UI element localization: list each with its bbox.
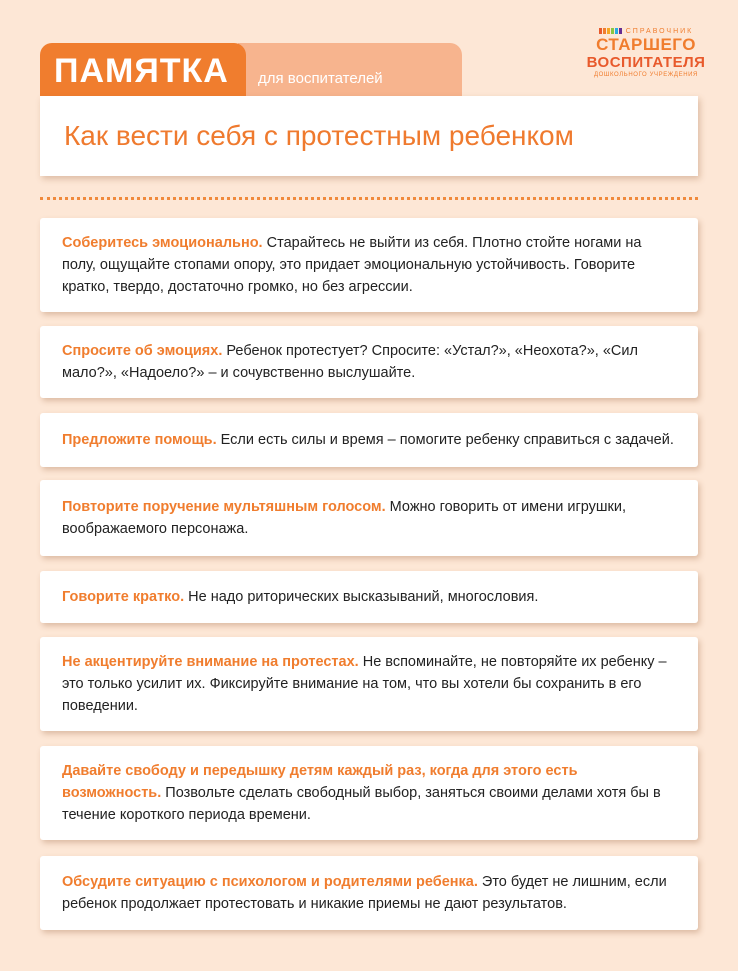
tip-body: Если есть силы и время – помогите ребенку справиться с задачей. [216,432,674,448]
tip-lead: Давайте свободу и передышку детям каждый раз, когда для этого есть возможность. [62,763,578,801]
tip-text [62,429,674,451]
header-tab-label: ПАМЯТКА [40,43,246,99]
publisher-logo [586,26,706,96]
tip-text [62,871,676,915]
header-subtitle: для воспитателей [238,43,462,99]
tip-text [62,496,676,540]
tip-lead: Обсудите ситуацию с психологом и родителями ребенка. [62,874,478,890]
tip-body: Не надо риторических высказываний, многословия. [184,589,539,605]
logo-top-text: СПРАВОЧНИК [625,27,694,35]
tip-lead: Соберитесь эмоционально. [62,235,263,251]
logo-line1: СТАРШЕГО [596,35,696,54]
tip-body: Это будет не лишним, если ребенок продолжает протестовать и никакие приемы не дают результатов. [62,874,667,912]
tip-lead: Повторите поручение мультяшным голосом. [62,499,386,515]
tip-card-5 [40,571,698,623]
dotted-divider [40,197,698,200]
tip-card-3 [40,413,698,467]
tip-card-8 [40,856,698,930]
tip-lead: Спросите об эмоциях. [62,343,223,359]
tip-body: Можно говорить от имени игрушки, воображаемого персонажа. [62,499,626,537]
tip-card-1 [40,218,698,312]
tip-lead: Предложите помощь. [62,432,217,448]
page-title: Как вести себя с протестным ребенком [40,96,698,176]
tip-card-4 [40,480,698,556]
tip-lead: Говорите кратко. [62,589,185,605]
tip-lead: Не акцентируйте внимание на протестах. [62,654,359,670]
tip-text [62,232,676,298]
tip-card-2 [40,326,698,398]
logo-line3: ДОШКОЛЬНОГО УЧРЕЖДЕНИЯ [594,72,698,78]
tip-text [62,760,676,826]
tip-text [62,340,676,384]
logo-line2: ВОСПИТАТЕЛЯ [586,54,706,71]
tip-card-7 [40,746,698,840]
tip-text [62,651,676,717]
tip-body: Не вспоминайте, не повторяйте их ребенку – это только усилит их. Фиксируйте внимание на том, что вы хотели бы сохранить в его поведении. [62,654,667,714]
tip-body: Старайтесь не выйти из себя. Плотно стойте ногами на полу, ощущайте стопами опору, это придает эмоциональную устойчивость. Говорите кратко, твердо, достаточно громко, но без агрессии. [62,235,642,295]
tip-text [62,586,538,608]
tip-body: Позвольте сделать свободный выбор, заняться своими делами хотя бы в течение короткого периода времени. [62,785,661,823]
logo-color-bars-icon [599,28,622,34]
tip-card-6 [40,637,698,731]
tip-body: Ребенок протестует? Спросите: «Устал?», «Неохота?», «Сил мало?», «Надоело?» – и сочувственно выслушайте. [62,343,638,381]
